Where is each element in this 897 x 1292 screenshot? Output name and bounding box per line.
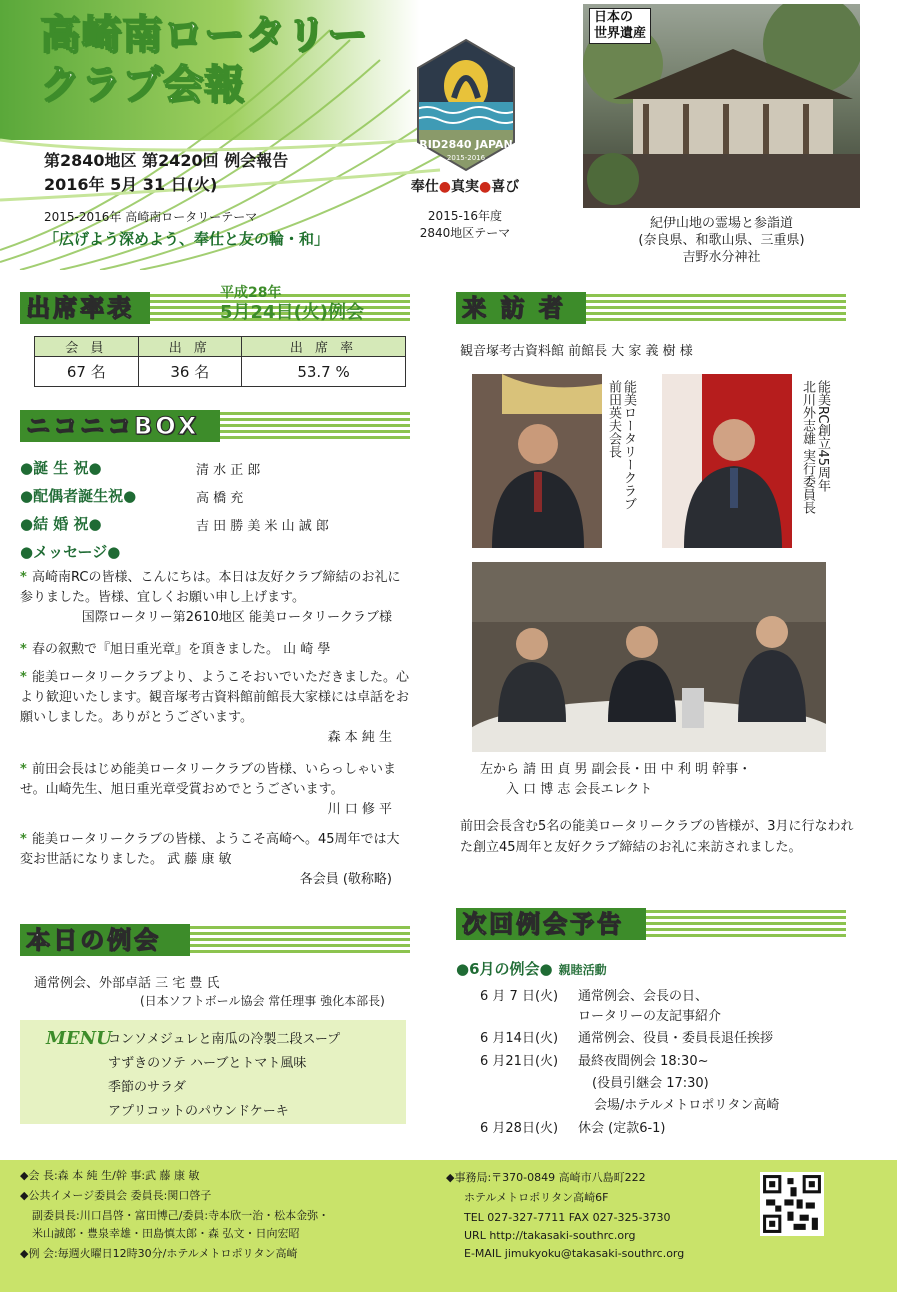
schedule-title: 次回例会予告 xyxy=(462,910,624,938)
message-signature: 森 本 純 生 xyxy=(327,730,392,745)
header-rate: 出 席 率 xyxy=(242,337,406,357)
asterisk-icon: * xyxy=(20,832,27,847)
value-rate: 53.7 % xyxy=(242,357,406,387)
emblem-badge-text: RID2840 JAPAN xyxy=(419,138,513,151)
asterisk-icon: * xyxy=(20,670,27,685)
schedule-text: ロータリーの友記事紹介 xyxy=(578,1009,722,1024)
meeting-date: 2016年 5月 31 日(火) xyxy=(44,175,218,194)
footer xyxy=(0,1160,897,1292)
schedule-date: 6 月21日(火) xyxy=(480,1054,559,1069)
spouse-birthday-label: ●配偶者誕生祝● xyxy=(20,487,137,505)
asterisk-icon: * xyxy=(20,642,27,657)
attendance-title: 出席率表 xyxy=(26,294,134,322)
menu-word: MENU xyxy=(46,1028,112,1049)
wedding-names: 吉 田 勝 美 米 山 誠 郎 xyxy=(196,519,329,534)
attendance-table xyxy=(34,336,406,387)
attendance-date xyxy=(220,283,364,322)
district-theme-label: 2840地区テーマ xyxy=(419,226,511,240)
district-motto xyxy=(405,176,525,196)
photo-kitagawa xyxy=(662,374,792,548)
group-caption-line-2: 入 口 博 志 会長エレクト xyxy=(506,782,653,797)
menu-item: コンソメジュレと南瓜の冷製二段スープ xyxy=(108,1032,341,1047)
schedule-text: (役員引継会 17:30) xyxy=(592,1076,709,1091)
qr-code-icon[interactable] xyxy=(760,1172,824,1236)
message-item xyxy=(20,568,412,628)
june-theme: 親睦活動 xyxy=(558,963,607,977)
menu-item: アプリコットのパウンドケーキ xyxy=(108,1104,289,1119)
attendance-date-era: 平成28年 xyxy=(220,285,282,301)
menu-item: すずきのソテ ハーブとトマト風味 xyxy=(108,1056,307,1071)
title-line-2: クラブ会報 xyxy=(40,62,245,108)
header-members: 会 員 xyxy=(35,337,139,357)
motto-dot: ● xyxy=(479,179,492,195)
motto-truth: 真実 xyxy=(451,179,479,195)
asterisk-icon: * xyxy=(20,762,27,777)
district-theme-year: 2015-16年度 xyxy=(427,209,503,223)
today-title: 本日の例会 xyxy=(26,926,161,954)
theme-label: 2015-2016年 高崎南ロータリーテーマ xyxy=(44,210,258,224)
group-photo-illustration xyxy=(472,562,826,752)
today-speaker-title: (日本ソフトボール協会 常任理事 強化本部長) xyxy=(140,994,385,1008)
message-item xyxy=(20,668,412,748)
visitor-name: 観音塚考古資料館 前館長 大 家 義 樹 様 xyxy=(460,344,693,359)
june-meetings-heading xyxy=(456,958,607,979)
menu-box xyxy=(20,1020,406,1124)
motto-dot: ● xyxy=(438,179,451,195)
message-signature: 川 口 修 平 xyxy=(327,802,392,817)
message-body: 能美ロータリークラブより、ようこそおいでいただきました。心より歓迎いたします。観音塚考古資料館前館長大家様には卓話をお願いしました。ありがとうございます。 xyxy=(20,670,410,725)
birthday-names: 清 水 正 郎 xyxy=(196,463,261,478)
footer-url[interactable]: URL http://takasaki-southrc.org xyxy=(464,1229,636,1242)
footer-office-address: ◆事務局:〒370-0849 高崎市八島町222 xyxy=(446,1171,646,1184)
photo2-caption-name: 北川外志雄 実行委員長 xyxy=(800,380,815,515)
footer-meeting-info: ◆例 会:毎週火曜日12時30分/ホテルメトロポリタン高崎 xyxy=(20,1247,298,1260)
june-label: ●6月の例会● xyxy=(456,960,553,978)
emblem-badge-years: 2015-2016 xyxy=(446,154,486,162)
newsletter-title xyxy=(40,10,368,110)
group-photo-caption xyxy=(480,760,860,800)
schedule-text: 通常例会、役員・委員長退任挨拶 xyxy=(578,1031,774,1046)
district-theme-caption xyxy=(405,208,525,242)
heritage-caption xyxy=(583,215,860,266)
asterisk-icon: * xyxy=(20,570,27,585)
photo1-caption-name: 前田英夫会長 xyxy=(606,380,621,458)
message-body: 前田会長はじめ能美ロータリークラブの皆様、いらっしゃいませ。山崎先生、旭日重光章受賞おめでとうございます。 xyxy=(20,762,397,797)
footer-office-hotel: ホテルメトロポリタン高崎6F xyxy=(464,1191,609,1204)
message-item xyxy=(20,830,412,890)
schedule-text: 会場/ホテルメトロポリタン高崎 xyxy=(594,1098,780,1113)
schedule-date: 6 月 7 日(火) xyxy=(480,989,559,1004)
speaker-photo-illustration xyxy=(662,374,792,548)
message-item xyxy=(20,760,412,820)
message-body: 高崎南RCの皆様、こんにちは。本日は友好クラブ締結のお礼に参りました。皆様、宜しくお願い申し上げます。 xyxy=(20,570,401,605)
club-theme: 「広げよう深めよう、奉仕と友の輪・和」 xyxy=(44,230,330,248)
birthday-label: ●誕 生 祝● xyxy=(20,459,102,477)
footer-members: 米山誠郎・豊泉幸雄・田島慎太郎・森 弘文・日向宏昭 xyxy=(32,1227,300,1240)
schedule-date: 6 月28日(火) xyxy=(480,1121,559,1136)
world-heritage-badge xyxy=(589,8,651,44)
message-item xyxy=(20,640,412,660)
group-caption-line-1: 左から 請 田 貞 男 副会長・田 中 利 明 幹事・ xyxy=(480,762,752,777)
footer-phone: TEL 027-327-7711 FAX 027-325-3730 xyxy=(464,1211,671,1224)
header-attended: 出 席 xyxy=(138,337,242,357)
attendance-header-row xyxy=(35,337,406,357)
heritage-badge-line-1: 日本の xyxy=(594,10,634,25)
wedding-label: ●結 婚 祝● xyxy=(20,515,102,533)
message-signature: 国際ロータリー第2610地区 能美ロータリークラブ様 xyxy=(81,610,392,625)
motto-joy: 喜び xyxy=(491,179,520,195)
menu-item: 季節のサラダ xyxy=(108,1080,186,1095)
message-label: ●メッセージ● xyxy=(20,543,121,561)
schedule-text: 通常例会、会長の日、 xyxy=(578,989,709,1004)
heritage-photo xyxy=(583,4,860,208)
heritage-badge-line-2: 世界遺産 xyxy=(594,26,647,41)
photo-maeda xyxy=(472,374,602,548)
attendance-value-row xyxy=(35,357,406,387)
visitors-title: 来 訪 者 xyxy=(462,294,566,322)
footer-vice-members: 副委員長:川口昌啓・富田博己/委員:寺本欣一治・松本金弥・ xyxy=(32,1209,330,1222)
heritage-caption-line-3: 吉野水分神社 xyxy=(682,250,761,265)
spouse-birthday-names: 高 橋 充 xyxy=(196,491,244,506)
photo1-caption-club: 能美ロータリークラブ xyxy=(621,380,636,510)
value-attended: 36 名 xyxy=(138,357,242,387)
schedule-text: 最終夜間例会 18:30~ xyxy=(578,1054,709,1069)
value-members: 67 名 xyxy=(35,357,139,387)
schedule-heading xyxy=(456,906,846,942)
speaker-photo-illustration xyxy=(472,374,602,548)
today-heading xyxy=(20,922,410,958)
message-body: 春の叙勲で『旭日重光章』を頂きました。 山 崎 學 xyxy=(32,642,331,657)
today-program: 通常例会、外部卓話 三 宅 豊 氏 xyxy=(34,976,220,991)
photo2-caption xyxy=(800,380,830,550)
group-photo xyxy=(472,562,826,752)
heritage-caption-line-2: (奈良県、和歌山県、三重県) xyxy=(638,233,805,248)
meeting-report: 第2840地区 第2420回 例会報告 xyxy=(44,151,289,170)
footer-committee: ◆公共イメージ委員会 委員長:関口啓子 xyxy=(20,1189,212,1202)
message-body: 能美ロータリークラブの皆様、ようこそ高崎へ。45周年では大変お世話になりました。 武 藤 康 敏 xyxy=(20,832,400,867)
niko-title: ニコニコBOX xyxy=(26,412,200,440)
masthead xyxy=(0,0,897,270)
attendance-date-day: 5月24日(火)例会 xyxy=(220,302,365,323)
schedule-date: 6 月14日(火) xyxy=(480,1031,559,1046)
heritage-caption-line-1: 紀伊山地の霊場と参詣道 xyxy=(649,216,793,231)
visitors-heading xyxy=(456,290,846,326)
district-emblem-icon xyxy=(414,38,518,172)
niko-heading xyxy=(20,408,410,444)
footer-email[interactable]: E-MAIL jimukyoku@takasaki-southrc.org xyxy=(464,1247,685,1260)
motto-service: 奉仕 xyxy=(410,179,439,195)
photo1-caption xyxy=(606,380,636,550)
visit-description: 前田会長含む5名の能美ロータリークラブの皆様が、3月に行なわれた創立45周年と友好クラブ締結のお礼に来訪されました。 xyxy=(460,819,854,855)
title-line-1: 高崎南ロータリー xyxy=(40,12,368,58)
schedule-text: 休会 (定款6-1) xyxy=(578,1121,666,1136)
photo2-caption-event: 能美RC創立45周年 xyxy=(815,380,830,493)
message-signature: 各会員 (敬称略) xyxy=(299,872,392,887)
footer-president: ◆会 長:森 本 純 生/幹 事:武 藤 康 敏 xyxy=(20,1169,200,1182)
